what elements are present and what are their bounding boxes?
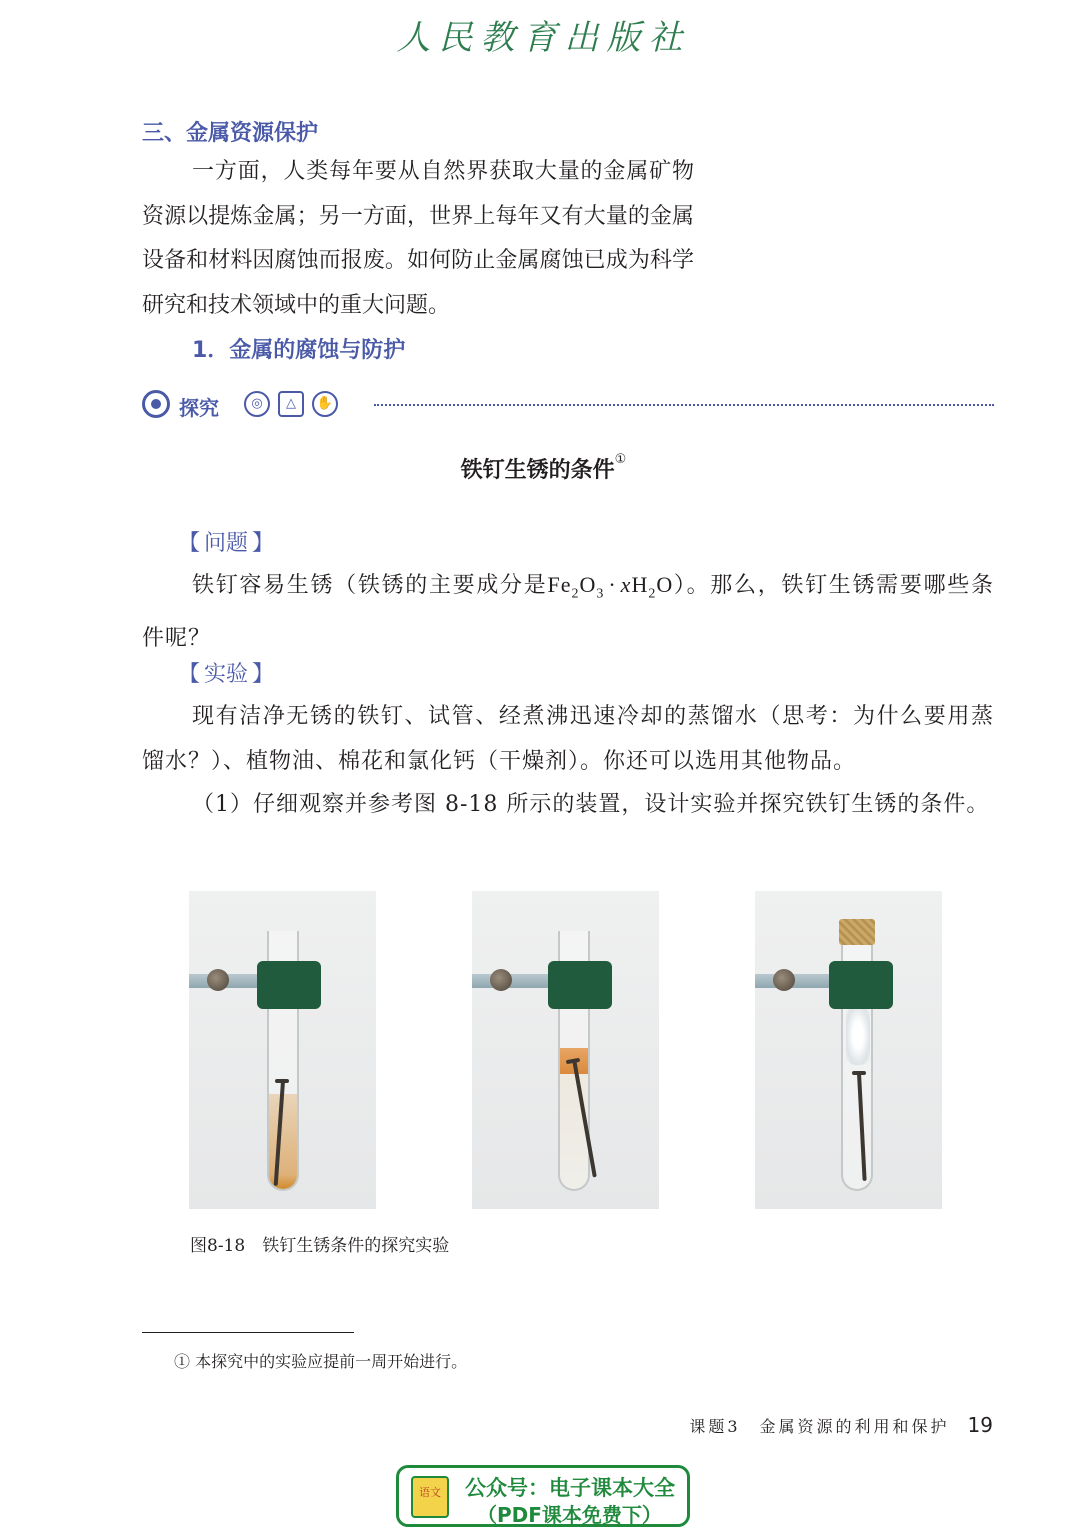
screw-icon [490, 969, 512, 991]
left-bracket: 【 [178, 662, 201, 687]
watermark-badge [396, 1465, 690, 1527]
experiment-label [178, 657, 274, 688]
question-text-after: ）。那么，铁钉生锈需要哪些条件呢？ [142, 573, 994, 651]
watermark-line-1: 公众号：电子课本大全 [465, 1476, 675, 1500]
section-heading: 三、金属资源保护 [142, 121, 319, 146]
explore-bar [142, 388, 994, 422]
clamp-green [548, 961, 612, 1009]
photo-tube-oil [472, 891, 659, 1209]
formula-dot: · [608, 572, 617, 597]
hand-wash-icon: ✋ [312, 391, 338, 417]
running-title: 课题3 金属资源的利用和保护 [689, 1417, 950, 1436]
photo-tube-water [189, 891, 376, 1209]
figure-caption: 图8-18 铁钉生锈条件的探究实验 [190, 1236, 450, 1256]
explore-label: 探究 [179, 396, 219, 420]
screw-icon [207, 969, 229, 991]
rust-formula [547, 572, 674, 602]
formula-h: H [631, 572, 649, 597]
formula-fe: Fe [547, 572, 572, 597]
left-bracket: 【 [178, 531, 201, 556]
book-logo-icon [411, 1476, 449, 1518]
formula-o: O [579, 572, 597, 597]
clamp-green [829, 961, 893, 1009]
experiment-title [0, 453, 1087, 484]
question-text-before: 铁钉容易生锈（铁锈的主要成分是 [192, 573, 548, 598]
iron-nail [857, 1073, 867, 1181]
footnote: ① 本探究中的实验应提前一周开始进行。 [174, 1352, 468, 1371]
footnote-rule [142, 1332, 354, 1333]
dotted-divider [374, 404, 994, 406]
screw-icon [773, 969, 795, 991]
formula-sub: 3 [596, 586, 605, 602]
experiment-title-text: 铁钉生锈的条件 [460, 458, 615, 483]
cotton-plug [846, 1005, 870, 1065]
experiment-label-text: 实验 [204, 662, 249, 687]
hazard-icon: △ [278, 391, 304, 417]
cork-stopper [839, 919, 875, 945]
experiment-paragraph-1: 现有洁净无锈的铁钉、试管、经煮沸迅速冷却的蒸馏水（思考：为什么要用蒸馏水？）、植物油、棉花和氯化钙（干燥剂）。你还可以选用其他物品。 [142, 704, 994, 774]
page-number: 19 [967, 1413, 993, 1437]
question-paragraph [142, 563, 994, 661]
formula-sub: 2 [648, 586, 657, 602]
goggles-icon: ◎ [244, 391, 270, 417]
formula-x: x [620, 572, 632, 597]
formula-sub: 2 [571, 586, 580, 602]
target-icon [142, 390, 170, 418]
experiment-paragraph-2: （1）仔细观察并参考图 8-18 所示的装置，设计实验并探究铁钉生锈的条件。 [192, 792, 990, 817]
logo-text: 语文 [419, 1486, 441, 1499]
right-bracket: 】 [252, 531, 275, 556]
question-label [178, 526, 274, 557]
photo-tube-dry [755, 891, 942, 1209]
subsection-heading: 1．金属的腐蚀与防护 [192, 338, 406, 363]
right-bracket: 】 [252, 662, 275, 687]
footnote-marker: ① [614, 451, 627, 467]
question-label-text: 问题 [204, 531, 249, 556]
formula-o: O [656, 572, 674, 597]
intro-paragraph: 一方面，人类每年要从自然界获取大量的金属矿物资源以提炼金属；另一方面，世界上每年又有大量的金属设备和材料因腐蚀而报废。如何防止金属腐蚀已成为科学研究和技术领域中的重大问题。 [142, 159, 694, 318]
watermark-line-2: （PDF课本免费下） [477, 1503, 662, 1527]
page-footer [0, 1413, 993, 1437]
clamp-green [257, 961, 321, 1009]
publisher-logo: 人民教育出版社 [396, 18, 691, 58]
